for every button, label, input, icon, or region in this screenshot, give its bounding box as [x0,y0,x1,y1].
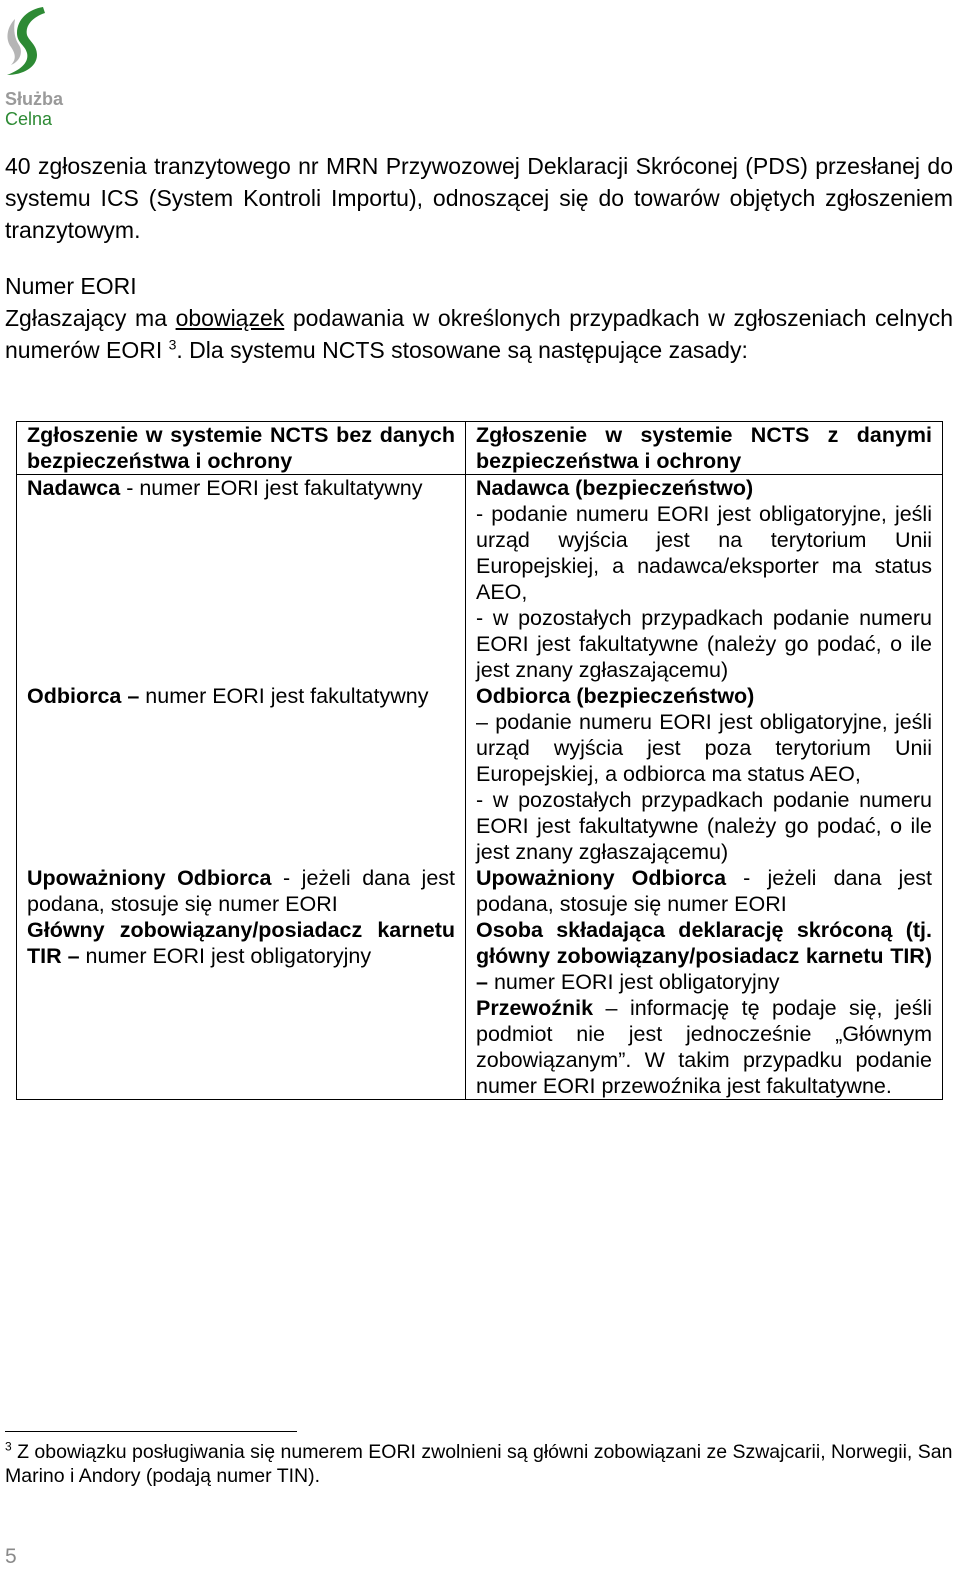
logo-emblem-icon [3,5,49,77]
table-header-row [17,422,943,475]
footnote [5,1440,953,1488]
intro-paragraph: 40 zgłoszenia tranzytowego nr MRN Przywozowej Deklaracji Skróconej (PDS) przesłanej do systemu ICS (System Kontroli Importu), odnoszącej się do towarów objętych zgłoszeniem tranzytowym. [5,153,953,243]
cell-right-odbiorca: Odbiorca (bezpieczeństwo) – podanie numeru EORI jest obligatoryjne, jeśli urząd wyjścia jest poza terytorium Unii Europejskiej, a odbiorca ma status AEO, - w pozostałych przypadkach podanie numeru EORI jest fakultatywne (należy go podać, o ile jest znany zgłaszającemu) [466,683,943,865]
cell-left-upowazniony: Upoważniony Odbiorca - jeżeli dana jest podana, stosuje się numer EORI [17,865,466,917]
footnote-mark: 3 [5,1439,12,1454]
page-number: 5 [5,1545,17,1568]
logo-text-celna: Celna [5,109,53,129]
footnote-separator [5,1431,297,1432]
eori-rules-table [16,421,943,1100]
sluzba-celna-logo [3,5,73,129]
header-right: Zgłoszenie w systemie NCTS z danymi bezpieczeństwa i ochrony [466,422,943,475]
cell-left-glowny: Główny zobowiązany/posiadacz karnetu TIR – numer EORI jest obligatoryjny [17,917,466,1100]
footnote-reference: 3 [168,336,177,353]
underlined-word: obowiązek [175,305,285,331]
cell-right-glowny: Osoba składająca deklarację skróconą (tj. główny zobowiązany/posiadacz karnetu TIR) – numer EORI jest obligatoryjny Przewoźnik – informację tę podaje się, jeśli podmiot nie jest jednocześnie „Głównym zobowiązanym”. W takim przypadku podanie numer EORI przewoźnika jest fakultatywne. [466,917,943,1100]
table-row-nadawca [17,475,943,684]
footnote-text: Z obowiązku posługiwania się numerem EORI zwolnieni są główni zobowiązani ze Szwajcarii, Norwegii, San Marino i Andory (podają numer TIN). [5,1441,953,1487]
section-heading: Numer EORI [5,273,137,299]
table-row-glowny-zobowiazany [17,917,943,1100]
cell-left-nadawca: Nadawca - numer EORI jest fakultatywny [17,475,466,684]
logo-text-sluzba: Służba [5,89,64,109]
table-row-upowazniony-odbiorca [17,865,943,917]
cell-right-nadawca: Nadawca (bezpieczeństwo) - podanie numeru EORI jest obligatoryjne, jeśli urząd wyjścia jest na terytorium Unii Europejskiej, a nadawca/eksporter ma status AEO, - w pozostałych przypadkach podanie numeru EORI jest fakultatywne (należy go podać, o ile jest znany zgłaszającemu) [466,475,943,684]
section-paragraph: Zgłaszający ma obowiązek podawania w określonych przypadkach w zgłoszeniach celnych numerów EORI $^3$. Dla systemu NCTS stosowane są następujące zasady: [5,305,953,363]
header-left: Zgłoszenie w systemie NCTS bez danych bezpieczeństwa i ochrony [17,422,466,475]
cell-left-odbiorca: Odbiorca – numer EORI jest fakultatywny [17,683,466,865]
table-row-odbiorca [17,683,943,865]
cell-right-upowazniony: Upoważniony Odbiorca - jeżeli dana jest podana, stosuje się numer EORI [466,865,943,917]
